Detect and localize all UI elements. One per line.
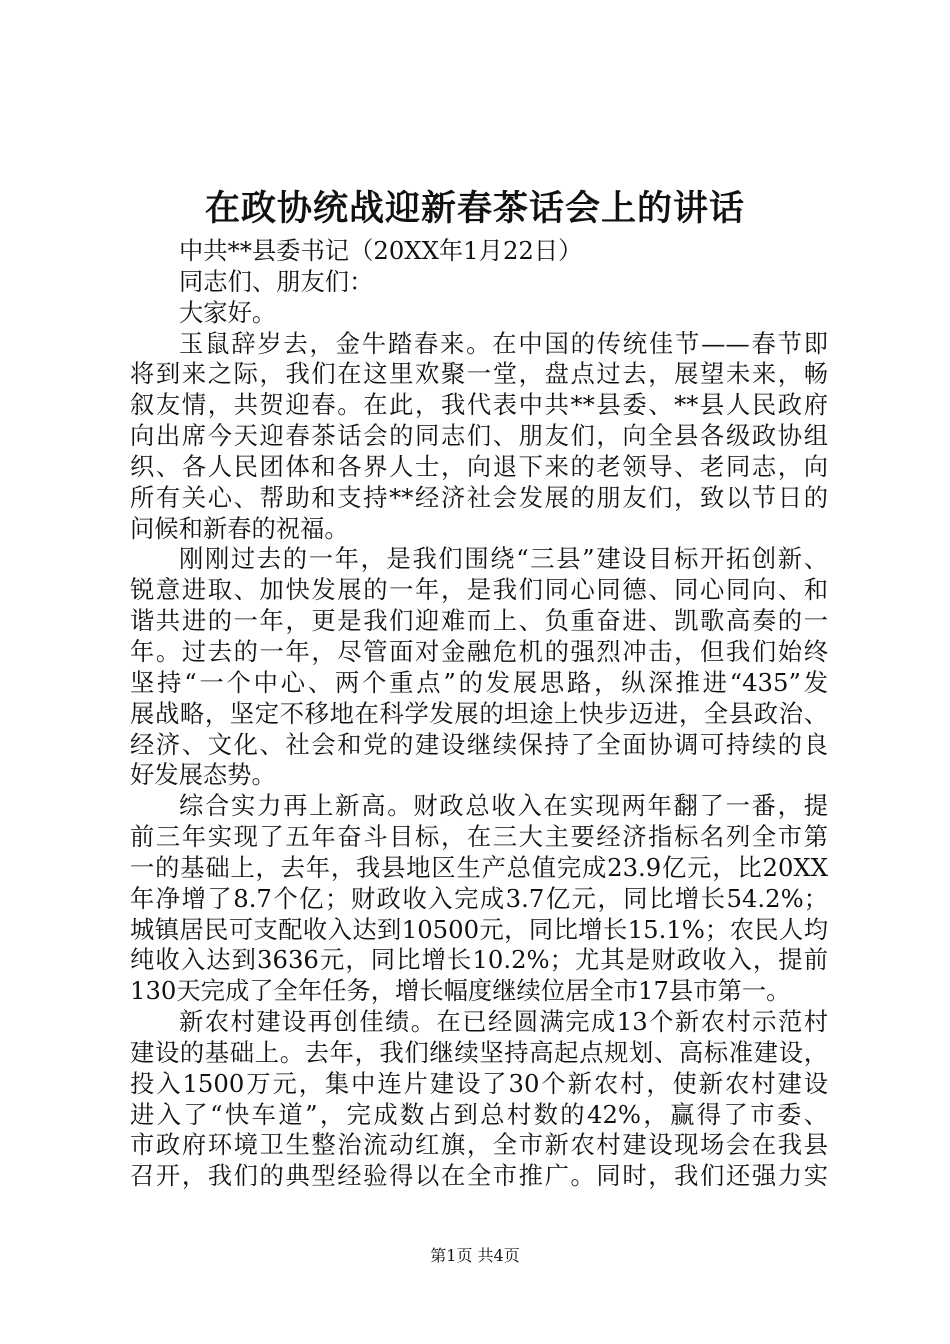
paragraph-line: 玉鼠辞岁去，金牛踏春来。在中国的传统佳节——春节即 <box>179 328 828 358</box>
paragraph-line: 问候和新春的祝福。 <box>130 513 349 543</box>
paragraph-line: 市政府环境卫生整治流动红旗，全市新农村建设现场会在我县 <box>130 1130 828 1160</box>
paragraph-line: 一的基础上，去年，我县地区生产总值完成23.9亿元，比20XX <box>130 852 828 882</box>
paragraph-line: 建设的基础上。去年，我们继续坚持高起点规划、高标准建设， <box>130 1037 828 1067</box>
author-date-line: 中共**县委书记（20XX年1月22日） <box>179 236 583 265</box>
paragraph-line: 130天完成了全年任务，增长幅度继续位居全市17县市第一。 <box>130 976 791 1006</box>
document-body <box>130 236 828 1192</box>
paragraph-line: 谐共进的一年，更是我们迎难而上、负重奋进、凯歌高奏的一 <box>130 606 828 636</box>
paragraph-line: 投入1500万元，集中连片建设了30个新农村，使新农村建设 <box>130 1068 828 1098</box>
paragraph-line: 向出席今天迎春茶话会的同志们、朋友们，向全县各级政协组 <box>130 421 828 451</box>
paragraph-line: 新农村建设再创佳绩。在已经圆满完成13个新农村示范村 <box>179 1007 828 1037</box>
paragraph-line: 年。过去的一年，尽管面对金融危机的强烈冲击，但我们始终 <box>130 636 828 666</box>
paragraph-line: 前三年实现了五年奋斗目标，在三大主要经济指标名列全市第 <box>130 822 828 852</box>
paragraph-line: 进入了“快车道”，完成数占到总村数的42%，赢得了市委、 <box>130 1099 828 1129</box>
salutation-line: 同志们、朋友们： <box>179 266 374 296</box>
paragraph-line: 展战略，坚定不移地在科学发展的坦途上快步迈进，全县政治、 <box>130 698 828 728</box>
paragraph-line: 叙友情，共贺迎春。在此，我代表中共**县委、**县人民政府 <box>130 390 828 420</box>
paragraph-line: 所有关心、帮助和支持**经济社会发展的朋友们，致以节日的 <box>130 482 828 512</box>
page-number-footer: 第1页 共4页 <box>430 1246 520 1265</box>
paragraph-line: 锐意进取、加快发展的一年，是我们同心同德、同心同向、和 <box>130 575 828 605</box>
paragraph-line: 召开，我们的典型经验得以在全市推广。同时，我们还强力实 <box>130 1161 828 1191</box>
paragraph-line: 刚刚过去的一年，是我们围绕“三县”建设目标开拓创新、 <box>179 544 828 574</box>
paragraph-line: 坚持“一个中心、两个重点”的发展思路，纵深推进“435”发 <box>130 667 828 697</box>
paragraph-line: 将到来之际，我们在这里欢聚一堂，盘点过去，展望未来，畅 <box>130 359 828 389</box>
greeting-line: 大家好。 <box>179 297 277 327</box>
paragraph-line: 年净增了8.7个亿；财政收入完成3.7亿元，同比增长54.2%； <box>130 883 828 913</box>
document-title: 在政协统战迎新春茶话会上的讲话 <box>204 188 745 229</box>
paragraph-line: 城镇居民可支配收入达到10500元，同比增长15.1%；农民人均 <box>130 914 828 944</box>
paragraph-line: 经济、文化、社会和党的建设继续保持了全面协调可持续的良 <box>130 729 828 759</box>
paragraph-line: 纯收入达到3636元，同比增长10.2%；尤其是财政收入，提前 <box>130 945 828 975</box>
paragraph-line: 综合实力再上新高。财政总收入在实现两年翻了一番，提 <box>179 791 828 821</box>
paragraph-line: 好发展态势。 <box>130 760 276 790</box>
paragraph-line: 织、各人民团体和各界人士，向退下来的老领导、老同志，向 <box>130 451 828 481</box>
